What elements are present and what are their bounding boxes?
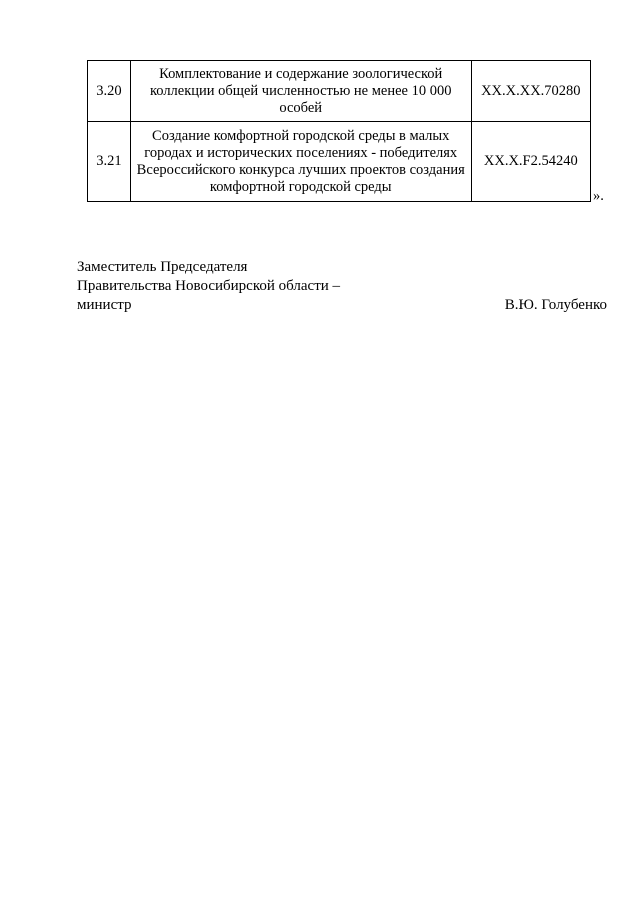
signature-block [77,258,607,315]
signatory-title-line-3: министр [77,297,132,313]
table-row [88,61,591,122]
signatory-title-line-3-container [77,296,607,315]
row-description: Комплектование и содержание зоологической коллекции общей численностью не менее 10 000 особей [130,61,471,122]
row-code: XX.X.F2.54240 [471,122,590,202]
signatory-name: В.Ю. Голубенко [504,297,607,313]
row-number: 3.21 [88,122,131,202]
program-table [87,60,591,202]
row-code: XX.X.XX.70280 [471,61,590,122]
table-row [88,122,591,202]
row-description: Создание комфортной городской среды в малых городах и исторических поселениях - победителях Всероссийского конкурса лучших проектов создания комфортной городской среды [130,122,471,202]
signatory-title-line-1: Заместитель Председателя [77,259,248,275]
row-number: 3.20 [88,61,131,122]
closing-quote-mark: ». [593,188,604,204]
signatory-title-line-2: Правительства Новосибирской области – [77,278,341,294]
